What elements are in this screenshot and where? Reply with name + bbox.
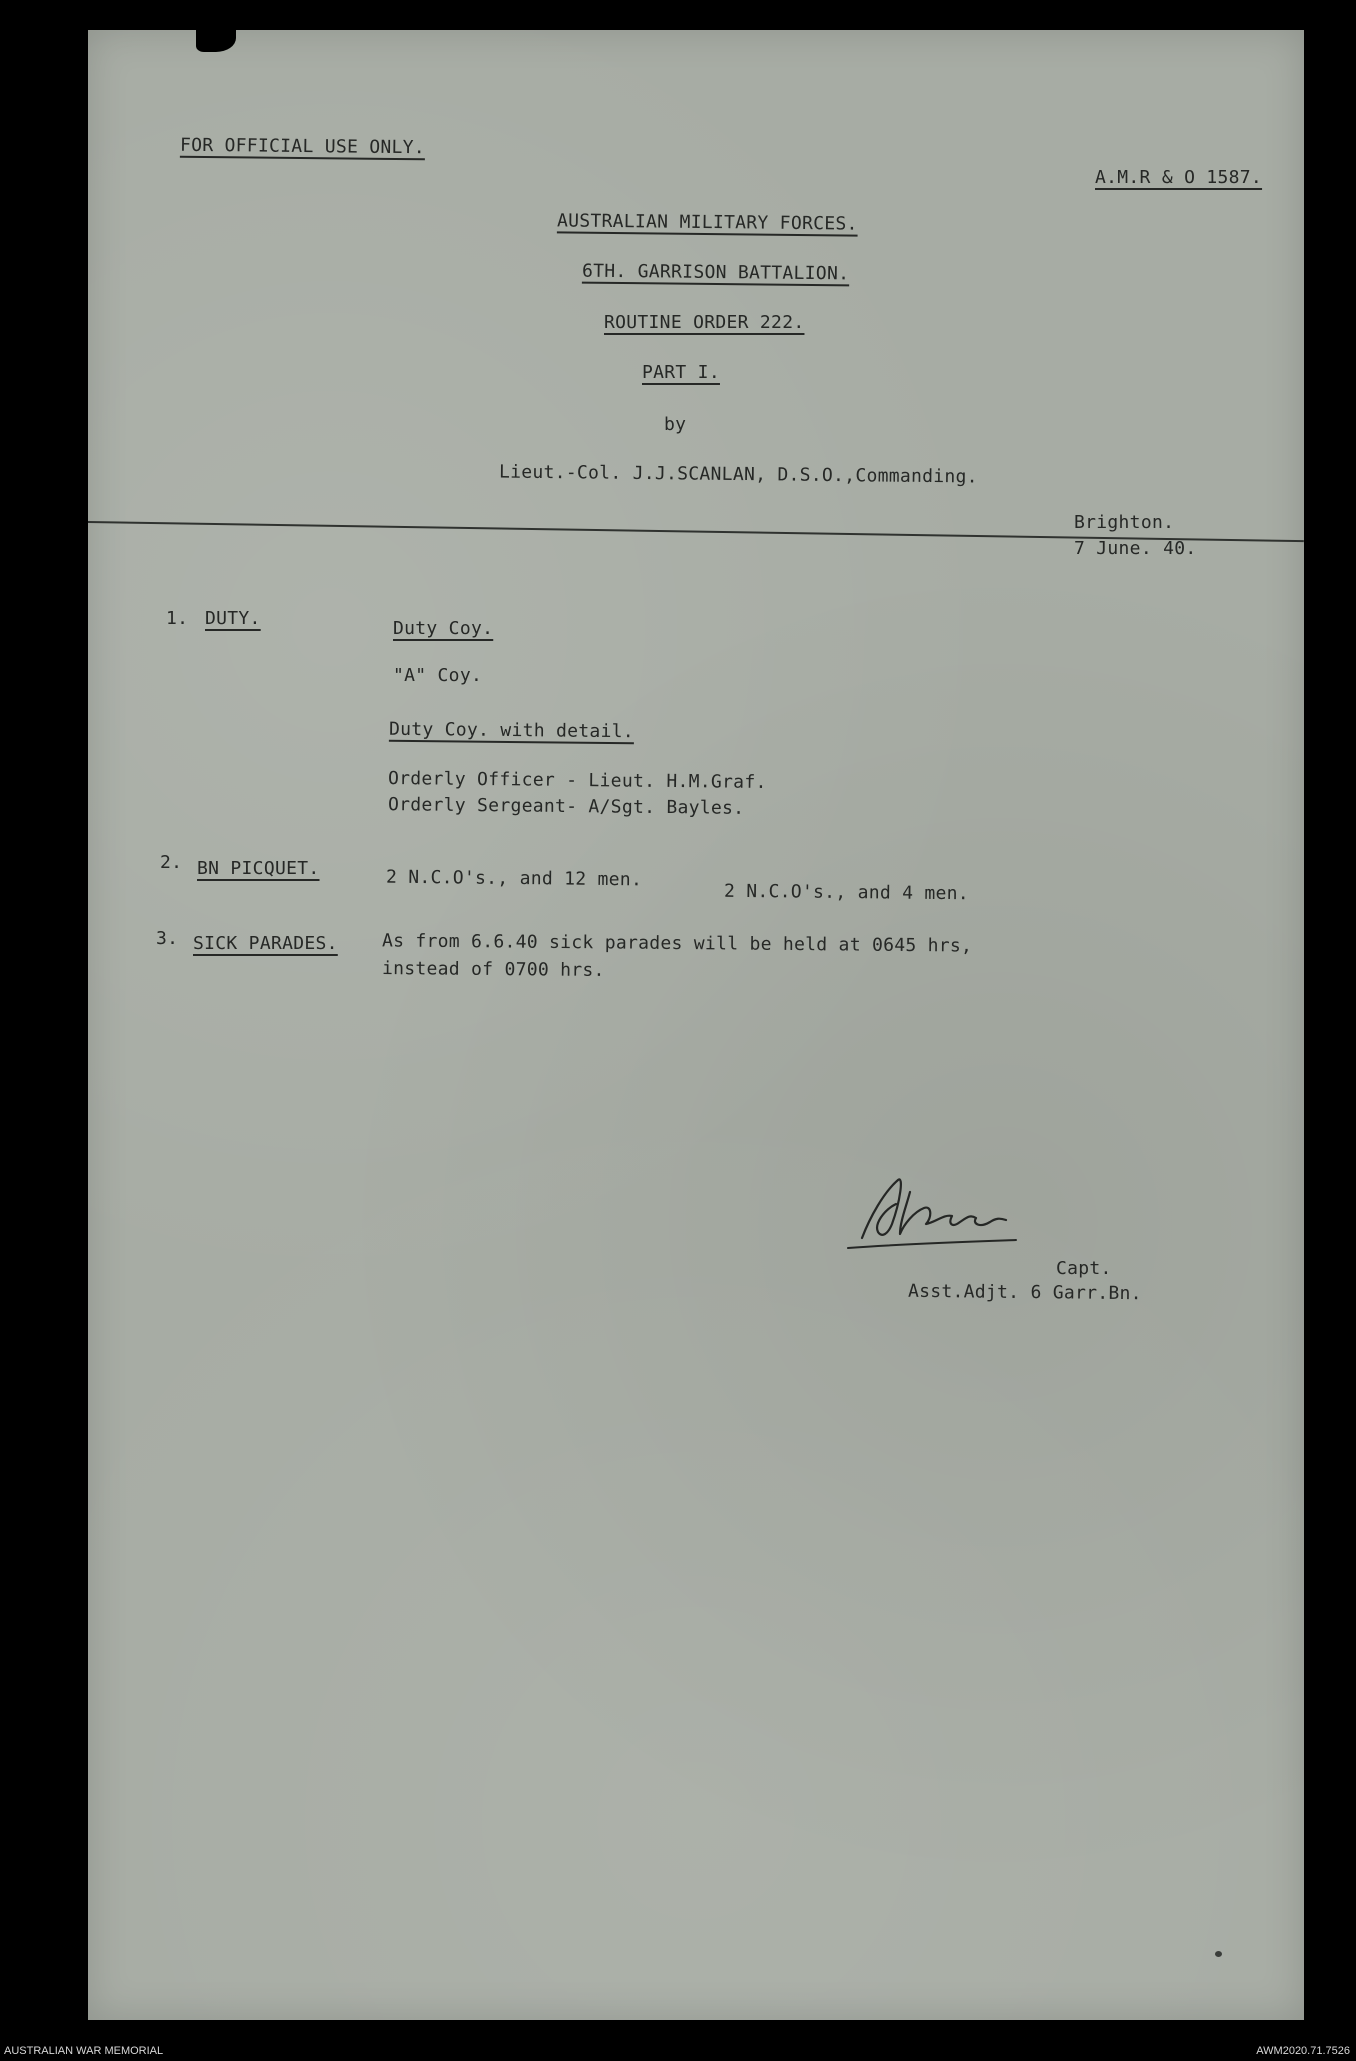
duty-coy-value: "A" Coy. [393,665,483,686]
date-label: 7 June. 40. [1074,538,1197,559]
signature-rank: Capt. [1056,1258,1112,1279]
picquet-heading: BN PICQUET. [197,858,320,879]
signature-appointment: Asst.Adjt. 6 Garr.Bn. [907,1280,1142,1305]
by-label: by [664,414,687,435]
sick-line-2: instead of 0700 hrs. [381,958,605,981]
ink-mark [1215,1951,1222,1957]
force-title: AUSTRALIAN MILITARY FORCES. [556,210,858,235]
footer-accession: AWM2020.71.7526 [1256,2045,1350,2057]
battalion-title: 6TH. GARRISON BATTALION. [581,260,850,285]
classification-label: FOR OFFICIAL USE ONLY. [179,134,426,159]
orderly-sergeant: Orderly Sergeant- A/Sgt. Bayles. [387,794,745,819]
duty-detail-heading: Duty Coy. with detail. [388,718,635,743]
document-sheet [88,30,1304,2020]
order-title: ROUTINE ORDER 222. [604,312,805,333]
part-title: PART I. [642,362,720,383]
footer-institution: AUSTRALIAN WAR MEMORIAL [4,2045,164,2057]
duty-heading: DUTY. [205,608,261,629]
picquet-second: 2 N.C.O's., and 4 men. [723,880,970,905]
duty-coy-heading: Duty Coy. [393,618,494,639]
reference-number: A.M.R & O 1587. [1095,167,1263,188]
item-number-picquet: 2. [160,852,183,873]
item-number-sick: 3. [156,928,179,949]
commander-line: Lieut.-Col. J.J.SCANLAN, D.S.O.,Commanding. [498,461,978,488]
handwritten-signature [840,1162,1030,1262]
picquet-first: 2 N.C.O's., and 12 men. [385,866,643,891]
torn-corner [196,30,236,52]
item-number-duty: 1. [166,608,189,629]
sick-line-1: As from 6.6.40 sick parades will be held at 0645 hrs, [381,930,973,957]
sick-heading: SICK PARADES. [193,933,338,954]
place-label: Brighton. [1074,512,1175,533]
orderly-officer: Orderly Officer - Lieut. H.M.Graf. [387,768,767,793]
